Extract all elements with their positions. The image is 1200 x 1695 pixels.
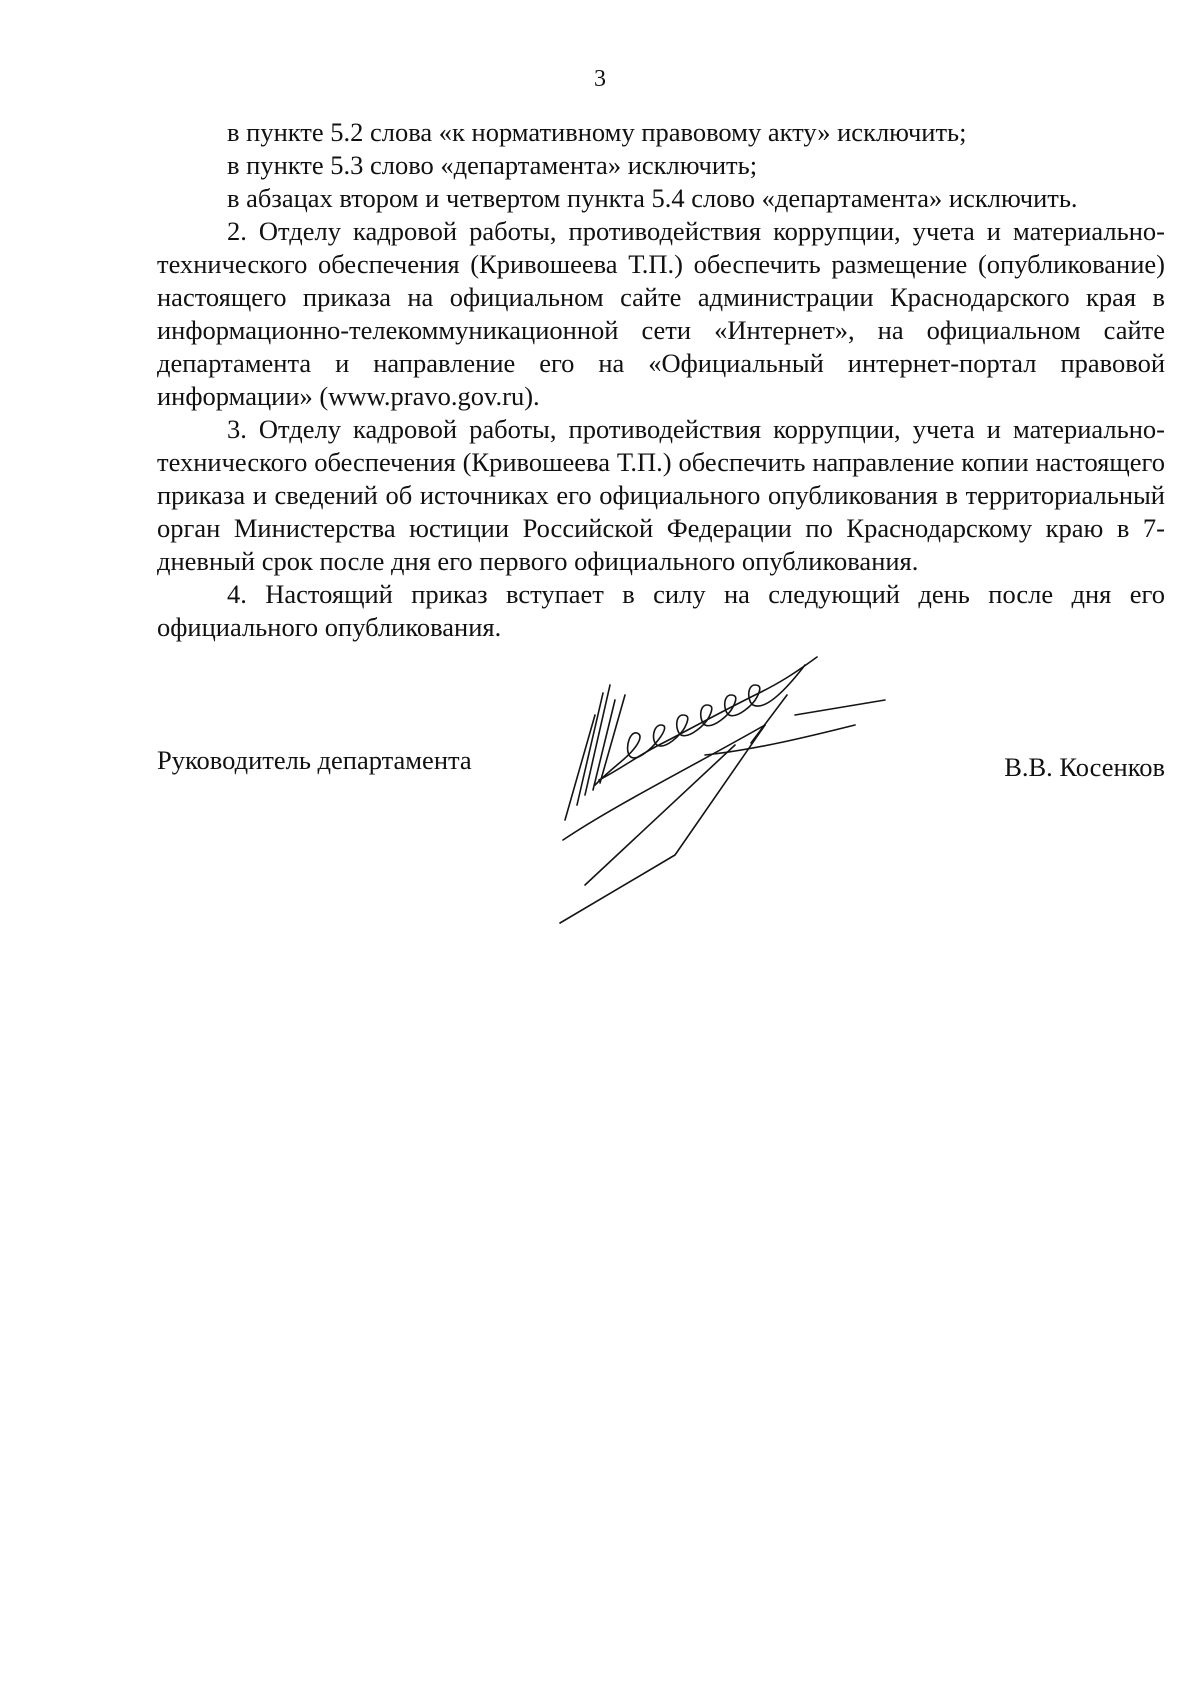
paragraph-item-4: 4. Настоящий приказ вступает в силу на следующий день после дня его официального опубликования. <box>157 579 1165 642</box>
paragraph-clause-5-3: в пункте 5.3 слово «департамента» исключить; <box>227 150 758 180</box>
paragraph-item-3: 3. Отделу кадровой работы, противодействия коррупции, учета и материально-технического обеспечения (Кривошеева Т.П.) обеспечить направление копии настоящего приказа и сведений об источниках его официального опубликования в территориальный орган Министерства юстиции Российской Федерации по Краснодарскому краю в 7-дневный срок после дня его первого официального опубликования. <box>157 414 1165 576</box>
paragraph-clause-5-2: в пункте 5.2 слова «к нормативному правовому акту» исключить; <box>227 117 967 147</box>
signature-icon <box>555 655 915 925</box>
paragraph-clause-5-4: в абзацах втором и четвертом пункта 5.4 слово «департамента» исключить. <box>227 183 1078 213</box>
signer-position: Руководитель департамента <box>157 745 472 775</box>
document-body <box>157 116 1165 644</box>
paragraph-item-2: 2. Отделу кадровой работы, противодействия коррупции, учета и материально-технического обеспечения (Кривошеева Т.П.) обеспечить размещение (опубликование) настоящего приказа на официальном сайте администрации Краснодарского края в информационно-телекоммуникационной сети «Интернет», на официальном сайте департамента и направление его на «Официальный интернет-портал правовой информации» (www.pravo.gov.ru). <box>157 216 1165 411</box>
signer-name: В.В. Косенков <box>1004 752 1165 782</box>
page-number: 3 <box>594 66 606 92</box>
